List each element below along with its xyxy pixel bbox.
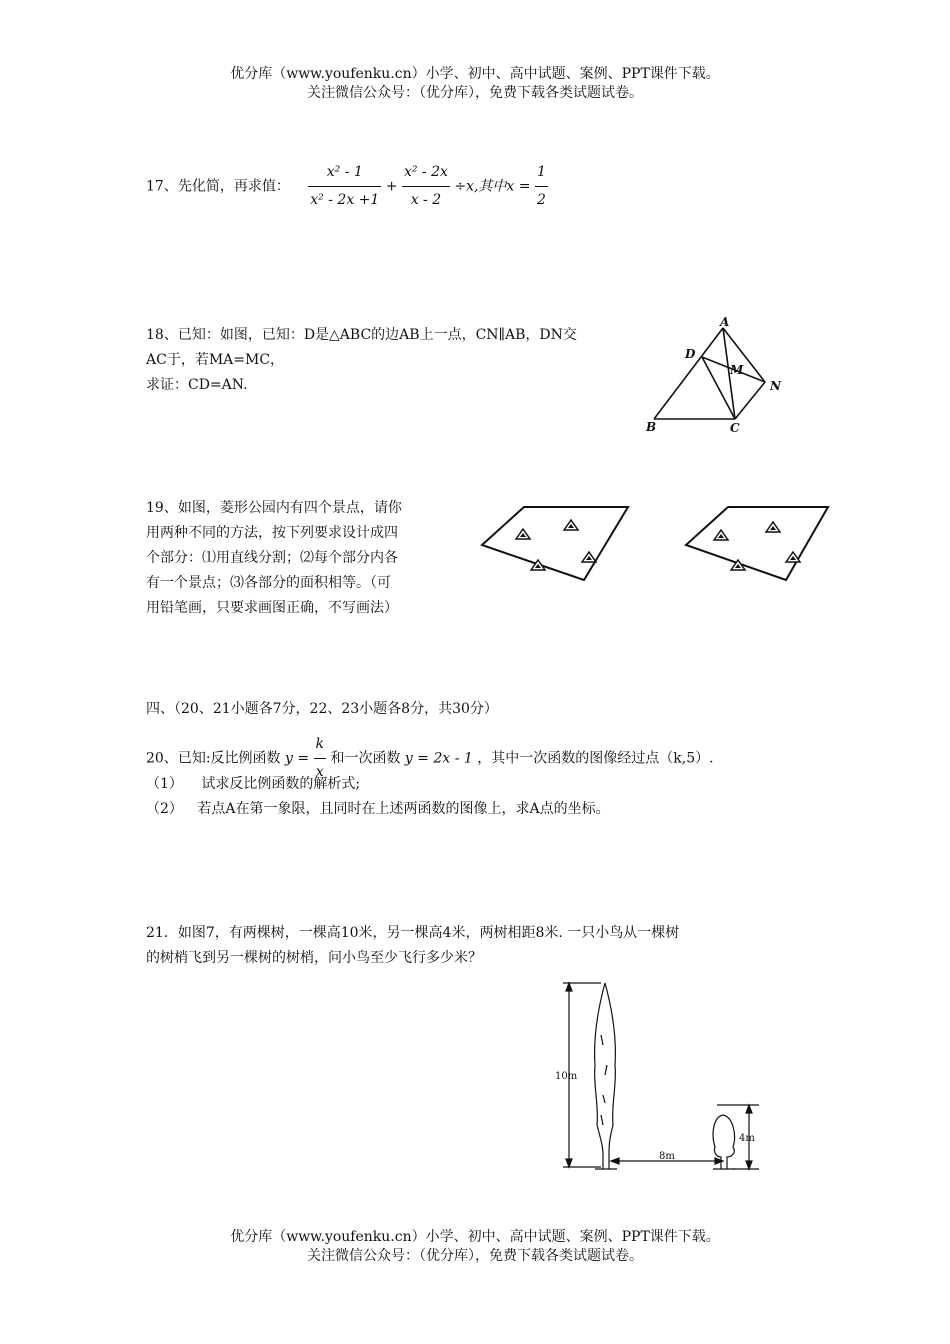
q20-sub2-text: 若点A在第一象限，且同时在上述两函数的图像上，求A点的坐标。 [197,801,610,817]
label-C: C [730,421,740,434]
segment-CN [735,382,765,419]
q19-line-5: 用铅笔画，只要求画图正确，不写画法） [146,600,398,616]
question-19 [146,496,476,621]
q20-sub1-text: 试求反比例函数的解析式; [201,776,361,792]
q21-two-trees-figure [553,975,773,1175]
header-line-1: 优分库（www.youfenku.cn）小学、初中、高中试题、案例、PPT课件下载。 [230,66,720,82]
q17-frac3-denominator: 2 [536,192,546,208]
q19-line-4: 有一个景点；⑶各部分的面积相等。（可 [146,575,391,591]
label-distance: 8m [659,1151,675,1162]
q19-line-3: 个部分：⑴用直线分割；⑵每个部分内各 [146,550,398,566]
scenic-spot-icon [786,552,800,562]
q17-frac1-denominator: x² - 2x +1 [310,192,380,208]
q20-prefix: 20、已知:反比例函数 [146,750,281,767]
scenic-spot-icon [564,520,578,530]
question-21 [146,921,826,971]
label-B: B [646,420,657,434]
label-short-height: 4m [739,1133,755,1144]
q20-sub2-number: （2） [146,801,183,817]
segment-AB [654,328,723,419]
scenic-spot-icon [714,530,728,540]
footer-line-2: 关注微信公众号：（优分库），免费下载各类试题试卷。 [307,1248,643,1264]
q17-fraction-2 [402,160,450,213]
section-4-title: 四、（20、21小题各7分，22、23小题各8分，共30分） [146,701,498,717]
q17-frac2-denominator: x - 2 [410,192,442,208]
question-18 [146,323,636,398]
q21-line-1: 21．如图7，有两棵树，一棵高10米，另一棵高4米，两树相距8米. 一只小鸟从一棵树 [146,925,680,941]
q17-frac2-numerator: x² - 2x [402,160,450,187]
q18-line-2: AC于，若MA=MC， [146,352,285,368]
q18-triangle-figure [640,316,790,434]
q19-rhombus-figure-1 [478,500,638,590]
q20-sub-1 [146,772,360,797]
scenic-spot-icon [582,552,596,562]
q17-condition: ÷x,其中x = [454,178,531,195]
q20-mid: 和一次函数 [330,750,401,767]
q18-line-3: 求证：CD=AN. [146,377,248,393]
rhombus-park-2 [686,507,828,580]
q17-plus: + [385,178,398,195]
q17-frac1-numerator: x² - 1 [308,160,381,187]
scenic-spot-icon [766,522,780,532]
scenic-spot-icon [516,529,530,539]
tall-tree [595,983,616,1169]
q20-eq2: y = 2x - 1 [404,750,473,767]
label-tall-height: 10m [555,1071,578,1082]
q18-line-1: 18、已知：如图，已知：D是△ABC的边AB上一点，CN∥AB，DN交 [146,327,577,343]
q19-line-2: 用两种不同的方法，按下列要求设计成四 [146,525,398,541]
label-D: D [685,347,696,361]
q17-frac3-numerator: 1 [535,160,548,187]
question-17 [146,160,548,213]
q20-eq1-numerator: k [314,732,326,759]
q20-eq1-denominator: x [315,764,324,780]
q17-prefix: 17、先化简，再求值： [146,178,290,195]
label-A: A [720,316,730,329]
label-N: N [770,379,781,393]
q20-sub1-number: （1） [146,776,183,792]
header-line-2: 关注微信公众号：（优分库），免费下载各类试题试卷。 [307,85,643,101]
q17-fraction-3 [535,160,548,213]
q20-eq1-left: y = [284,750,310,767]
q19-rhombus-figure-2 [682,500,842,590]
rhombus-park-1 [482,507,628,580]
footer-line-1: 优分库（www.youfenku.cn）小学、初中、高中试题、案例、PPT课件下载。 [230,1229,720,1245]
q20-sub-2 [146,797,610,822]
label-M: M [730,363,744,377]
q21-line-2: 的树梢飞到另一棵树的树梢，问小鸟至少飞行多少米？ [146,950,482,966]
q20-suffix: ，其中一次函数的图像经过点（k,5）. [477,750,714,767]
q17-fraction-1 [308,160,381,213]
q19-line-1: 19、如图，菱形公园内有四个景点，请你 [146,500,402,516]
